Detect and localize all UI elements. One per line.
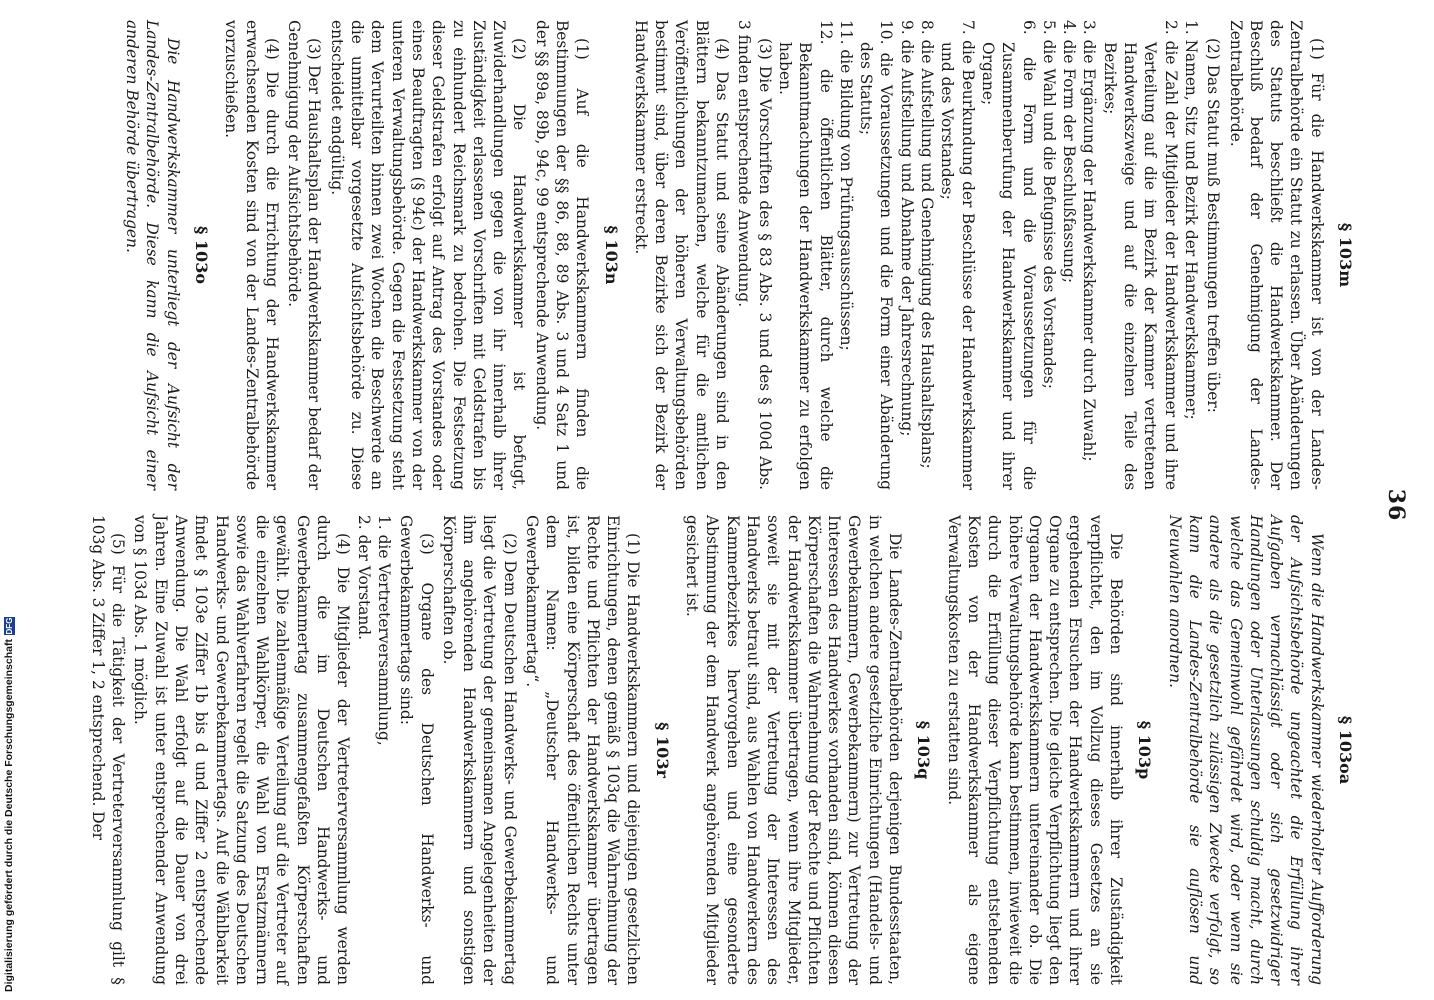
credit-text: Digitalisierung gefördert durch die Deutsche Forschungsgemeinschaft [3, 639, 15, 992]
section-103q [682, 515, 934, 985]
paragraph: (4) Die durch die Errichtung der Handwerkskammer erwachsenden Kosten sind von der Landes-Zentralbehörde vorzuschießen. [222, 20, 281, 490]
page-number: 36 [1383, 488, 1409, 522]
digitization-credit [2, 600, 16, 992]
list-item: 4. die Form der Beschlußfassung; [1060, 20, 1079, 284]
section-title: § 103o [191, 225, 211, 284]
paragraph: (2) Dem Deutschen Handwerks- und Gewerbekammertag liegt die Vertretung der gemeinsamen Angelegenheiten der ihm angehörenden Handwerkskammern und sonstigen Körperschaften ob. [439, 515, 519, 985]
list-item: 9. die Aufstellung und Abnahme der Jahresrechnung; [897, 20, 916, 437]
section-title: § 103r [652, 722, 672, 778]
list-item: 8. die Aufstellung und Genehmigung des Haushaltsplans; [918, 20, 937, 469]
list-item: 10. die Voraussetzungen und die Form einer Abänderung des Statuts; [857, 20, 896, 490]
section-103oa [1164, 515, 1355, 985]
section-103r [87, 515, 671, 985]
section-title: § 103m [1336, 222, 1355, 288]
section-title: § 103q [914, 720, 934, 780]
paragraph: (1) Die Handwerkskammern und diejenigen gesetzlichen Einrichtungen, denen gemäß § 103q die Wahrnehmung der Rechte und Pflichten der Handwerkskammer übertragen ist, bilden eine Körperschaft des öffentlichen Rechts unter dem Namen: „Deutscher Handwerks- und Gewerbekammertag“. [523, 515, 643, 985]
paragraph: (5) Für die Tätigkeit der Vertreterversammlung gilt § 103g Abs. 3 Ziffer 1, 2 entsprechend. Der [88, 515, 128, 985]
column-left [120, 20, 1365, 490]
list-item: 1. die Vertreterversammlung, [374, 515, 393, 746]
paragraph: (3) Organe des Deutschen Handwerks- und Gewerbekammertags sind: [397, 515, 436, 985]
list-item: 5. die Wahl und die Befugnisse des Vorstandes; [1039, 20, 1058, 389]
paragraph: Die Landes-Zentralbehörden derjenigen Bundesstaaten, in welchen andere gesetzliche Einrichtungen (Handels- und Gewerbekammern, Gewerbekammern) zur Vertretung der Interessen des Handwerkes vorhanden sind, können diesen Körperschaften die Wahrnehmung der Rechte und Pflichten der Handwerkskammer übertragen, wenn ihre Mitglieder, soweit sie mit der Vertretung der Interessen des Handwerks betraut sind, aus Wahlen von Handwerkern des Kammerbezirkes hervorgehen und eine gesonderte Abstimmung der dem Handwerk angehörenden Mitglieder gesichert ist. [683, 515, 905, 985]
paragraph: (1) Für die Handwerkskammer ist von der Landes-Zentralbehörde ein Statut zu erlassen. Über Abänderungen des Statuts beschließt die Handwerkskammer. Der Beschluß bedarf der Genehmigung der Landes-Zentralbehörde. [1226, 20, 1326, 490]
list-item: 12. die öffentlichen Blätter, durch welche die Bekanntmachungen der Handwerkskammer zu erfolgen haben. [775, 20, 835, 490]
paragraph: (4) Die Mitglieder der Vertreterversammlung werden durch die im Deutschen Handwerks- und Gewerbekammertag zusammengefaßten Körperschaften gewählt. Die zahlenmäßige Verteilung auf die Vertreter auf die einzelnen Wahlkörper, die Wahl von Ersatzmännern sowie das Wahlverfahren regelt die Satzung des Deutschen Handwerks- und Gewerbekammertags. Auf die Wählbarkeit findet § 103e Ziffer 1b bis d und Ziffer 2 entsprechende Anwendung. Die Wahl erfolgt auf die Dauer von drei Jahren. Eine Zuwahl ist unter entsprechender Anwendung von § 103d Abs. 1 möglich. [131, 515, 353, 985]
list-item: 2. der Vorstand. [354, 515, 373, 641]
section-title: § 103p [1135, 720, 1155, 780]
section-103o [122, 20, 211, 490]
paragraph: Die Behörden sind innerhalb ihrer Zuständigkeit verpflichtet, den im Vollzug dieses Gesetzes an sie ergehenden Ersuchen der Handwerkskammern und ihrer Organe zu entsprechen. Die gleiche Verpflichtung liegt den Organen der Handwerkskammern untereinander ob. Die höhere Verwaltungsbehörde kann bestimmen, inwieweit die durch die Erfüllung dieser Verpflichtung entstehenden Kosten von der Handwerkskammer als eigene Verwaltungskosten zu erstatten sind. [944, 515, 1126, 985]
paragraph: (3) Der Haushaltsplan der Handwerkskammer bedarf der Genehmigung der Aufsichtsbehörde. [285, 20, 324, 490]
section-103m [631, 20, 1355, 490]
paragraph: Die Handwerkskammer unterliegt der Aufsicht der Landes-Zentralbehörde. Diese kann die Aufsicht einer anderen Behörde übertragen. [123, 20, 182, 490]
list-item: 11. die Bildung von Prüfungsausschüssen; [836, 20, 855, 351]
section-title: § 103n [601, 225, 621, 285]
paragraph: (2) Das Statut muß Bestimmungen treffen über: [1204, 38, 1223, 413]
paragraph: Wenn die Handwerkskammer wiederholter Aufforderung der Aufsichtsbehörde ungeachtet die Erfüllung ihrer Aufgaben vernachlässigt oder sich gesetzwidriger Handlungen oder Unterlassungen schuldig macht, durch welche das Gemeinwohl gefährdet wird, oder wenn sie andere als die gesetzlich zulässigen Zwecke verfolgt, so kann die Landes-Zentralbehörde sie auflösen und Neuwahlen anordnen. [1165, 515, 1326, 985]
section-103p [943, 515, 1154, 985]
paragraph: (2) Die Handwerkskammer ist befugt, Zuwiderhandlungen gegen die von ihr innerhalb ihrer Zuständigkeit erlassenen Vorschriften mit Geldstrafen bis zu einhundert Reichsmark zu bedrohen. Die Festsetzung dieser Geldstrafen erfolgt auf Antrag des Vorstandes oder eines Beauftragten (§ 94c) der Handwerkskammer von der unteren Verwaltungsbehörde. Gegen die Festsetzung steht dem Verurteilten binnen zwei Wochen die Beschwerde an die unmittelbar vorgesetzte Aufsichtsbehörde zu. Diese entscheidet endgültig. [327, 20, 529, 490]
paragraph: (3) Die Vorschriften des § 83 Abs. 3 und des § 100d Abs. 3 finden entsprechende Anwendung. [735, 20, 774, 490]
list-item: 2. die Zahl der Mitglieder der Handwerkskammer und ihre Verteilung auf die im Bezirk der Kammer vertretenen Handwerkszweige und auf die einzelnen Teile des Bezirkes; [1100, 20, 1180, 490]
scanned-page [88, 0, 1431, 1000]
list-item: 7. die Beurkundung der Beschlüsse der Handwerkskammer und des Vorstandes; [938, 20, 977, 490]
paragraph: (1) Auf die Handwerkskammern finden die Bestimmungen der §§ 86, 88, 89 Abs. 3 und 4 Satz 1 und der §§ 89a, 89b, 94c, 99 entsprechende Anwendung. [532, 20, 592, 490]
paragraph: (4) Das Statut und seine Abänderungen sind in den Blättern bekanntzumachen, welche für die amtlichen Veröffentlichungen der höheren Verwaltungsbehörden bestimmt sind, über deren Bezirke sich der Bezirk der Handwerkskammer erstreckt. [631, 20, 732, 490]
dfg-logo: DFG [4, 617, 14, 635]
list-item: 1. Namen, Sitz und Bezirk der Handwerkskammer; [1181, 20, 1200, 420]
column-right [85, 515, 1365, 985]
list-item: 6. die Form und die Voraussetzungen für die Zusammenberufung der Handwerkskammer und ihrer Organe; [978, 20, 1038, 490]
section-title: § 103oa [1336, 715, 1355, 785]
list-item: 3. die Ergänzung der Handwerkskammer durch Zuwahl; [1080, 20, 1099, 462]
section-103n [221, 20, 621, 490]
